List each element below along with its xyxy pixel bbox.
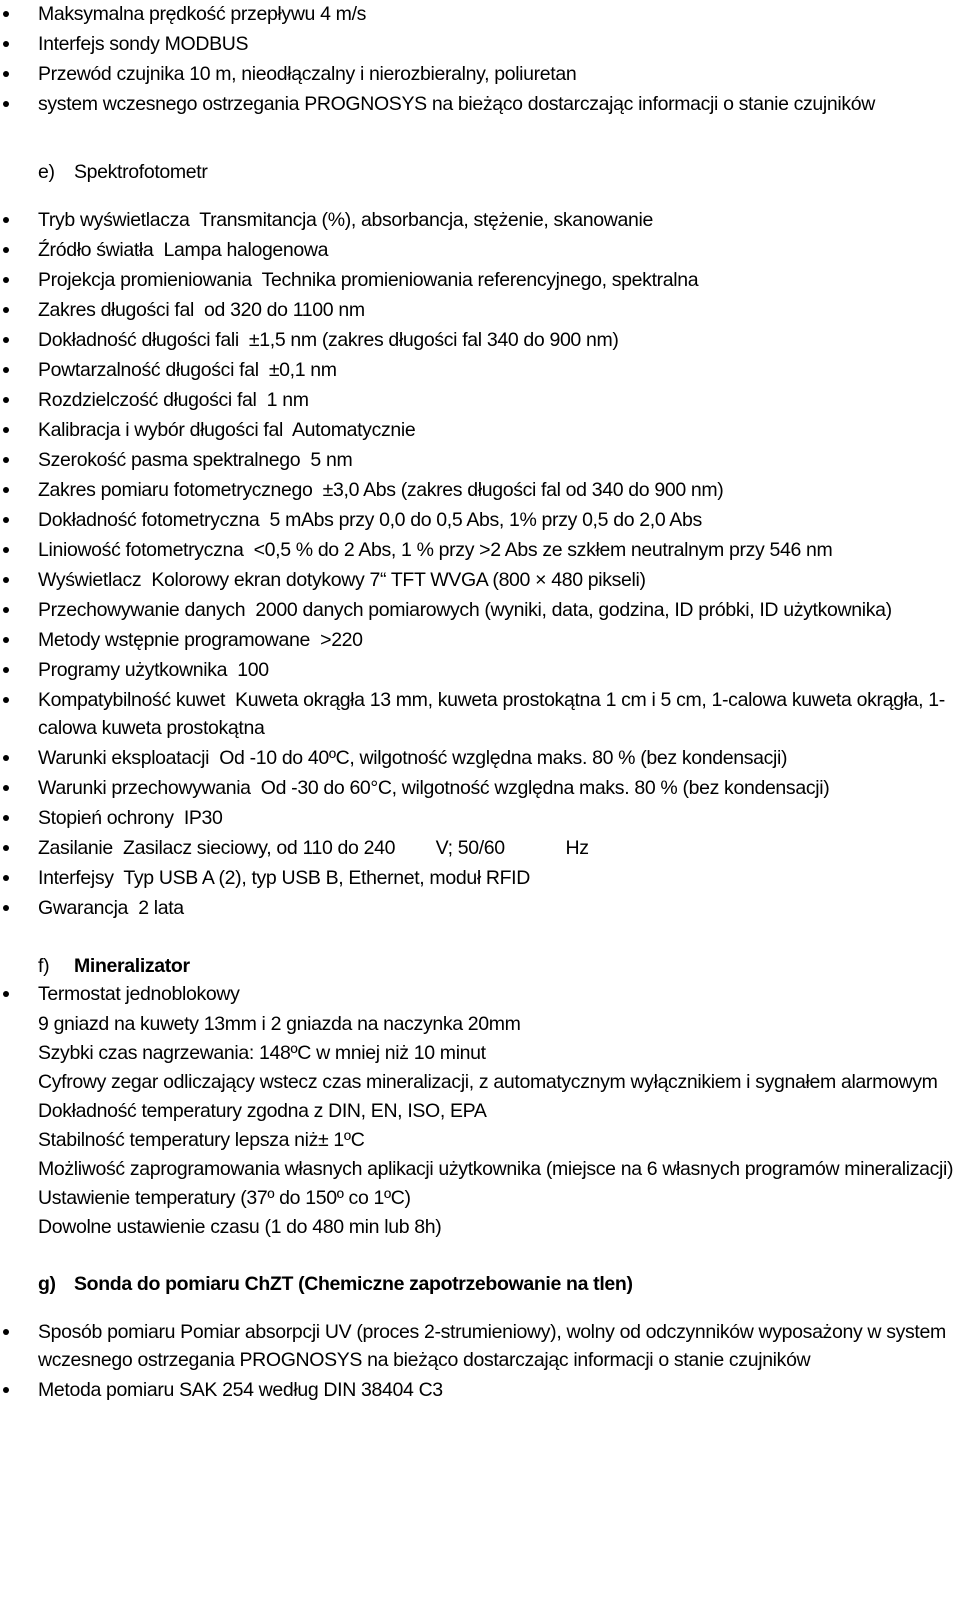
- list-item: Powtarzalność długości fal ±0,1 nm: [0, 356, 960, 384]
- section-g-letter: g): [38, 1273, 56, 1295]
- section-f-heading: [0, 952, 960, 980]
- list-item: Metoda pomiaru SAK 254 według DIN 38404 C3: [0, 1376, 960, 1404]
- list-item: Warunki eksploatacji Od -10 do 40ºC, wilgotność względna maks. 80 % (bez kondensacji): [0, 744, 960, 772]
- section-g-title: Sonda do pomiaru ChZT (Chemiczne zapotrzebowanie na tlen): [74, 1273, 633, 1295]
- section-e-heading: [0, 158, 960, 186]
- section-f-title: Mineralizator: [74, 955, 190, 977]
- spec-line: Dokładność temperatury zgodna z DIN, EN, ISO, EPA: [38, 1100, 487, 1122]
- spec-line: Możliwość zaprogramowania własnych aplikacji użytkownika (miejsce na 6 własnych programów mineralizacji): [38, 1158, 954, 1180]
- list-item: Programy użytkownika 100: [0, 656, 960, 684]
- list-item: Przechowywanie danych 2000 danych pomiarowych (wyniki, data, godzina, ID próbki, ID użytkownika): [0, 596, 960, 624]
- list-item: Zasilanie Zasilacz sieciowy, od 110 do 240 V; 50/60 Hz: [0, 834, 960, 862]
- list-item: Metody wstępnie programowane >220: [0, 626, 960, 654]
- section-e-letter: e): [38, 161, 55, 183]
- spec-line: Stabilność temperatury lepsza niż± 1ºC: [38, 1129, 365, 1151]
- spec-line: Dowolne ustawienie czasu (1 do 480 min lub 8h): [38, 1216, 442, 1238]
- list-item: Tryb wyświetlacza Transmitancja (%), absorbancja, stężenie, skanowanie: [0, 206, 960, 234]
- top-spec-list: [0, 0, 960, 118]
- list-item: Interfejs sondy MODBUS: [0, 30, 960, 58]
- mineralizer-spec-lines: [0, 1010, 960, 1241]
- list-item: Warunki przechowywania Od -30 do 60°C, wilgotność względna maks. 80 % (bez kondensacji): [0, 774, 960, 802]
- list-item: Zakres długości fal od 320 do 1100 nm: [0, 296, 960, 324]
- list-item: Stopień ochrony IP30: [0, 804, 960, 832]
- list-item: system wczesnego ostrzegania PROGNOSYS na bieżąco dostarczając informacji o stanie czujników: [0, 90, 960, 118]
- list-item: Zakres pomiaru fotometrycznego ±3,0 Abs (zakres długości fal od 340 do 900 nm): [0, 476, 960, 504]
- list-item: Przewód czujnika 10 m, nieodłączalny i nierozbieralny, poliuretan: [0, 60, 960, 88]
- section-e-title: Spektrofotometr: [74, 161, 208, 183]
- list-item: Kompatybilność kuwet Kuweta okrągła 13 mm, kuweta prostokątna 1 cm i 5 cm, 1-calowa kuweta okrągła, 1-calowa kuweta prostokątna: [0, 686, 960, 742]
- spec-line: Ustawienie temperatury (37º do 150º co 1ºC): [38, 1187, 411, 1209]
- section-f-letter: f): [38, 955, 50, 977]
- list-item: Rozdzielczość długości fal 1 nm: [0, 386, 960, 414]
- spec-line: Szybki czas nagrzewania: 148ºC w mniej niż 10 minut: [38, 1042, 486, 1064]
- list-item: Dokładność długości fali ±1,5 nm (zakres długości fal 340 do 900 nm): [0, 326, 960, 354]
- list-item: Projekcja promieniowania Technika promieniowania referencyjnego, spektralna: [0, 266, 960, 294]
- section-g-heading: [0, 1270, 960, 1298]
- mineralizer-bullet-list: [0, 980, 960, 1008]
- list-item: Termostat jednoblokowy: [0, 980, 960, 1008]
- list-item: Sposób pomiaru Pomiar absorpcji UV (proces 2-strumieniowy), wolny od odczynników wyposażony w system wczesnego ostrzegania PROGNOSYS na bieżąco dostarczając informacji o stanie czujników: [0, 1318, 960, 1374]
- list-item: Kalibracja i wybór długości fal Automatycznie: [0, 416, 960, 444]
- list-item: Źródło światła Lampa halogenowa: [0, 236, 960, 264]
- list-item: Dokładność fotometryczna 5 mAbs przy 0,0 do 0,5 Abs, 1% przy 0,5 do 2,0 Abs: [0, 506, 960, 534]
- list-item: Szerokość pasma spektralnego 5 nm: [0, 446, 960, 474]
- list-item: Wyświetlacz Kolorowy ekran dotykowy 7“ TFT WVGA (800 × 480 pikseli): [0, 566, 960, 594]
- list-item: Interfejsy Typ USB A (2), typ USB B, Ethernet, moduł RFID: [0, 864, 960, 892]
- spec-line: 9 gniazd na kuwety 13mm i 2 gniazda na naczynka 20mm: [38, 1013, 521, 1035]
- spectrophotometer-spec-list: [0, 206, 960, 922]
- list-item: Gwarancja 2 lata: [0, 894, 960, 922]
- spec-line: Cyfrowy zegar odliczający wstecz czas mineralizacji, z automatycznym wyłącznikiem i sygnałem alarmowym: [38, 1071, 938, 1093]
- cod-probe-spec-list: [0, 1318, 960, 1404]
- list-item: Liniowość fotometryczna <0,5 % do 2 Abs, 1 % przy >2 Abs ze szkłem neutralnym przy 546 nm: [0, 536, 960, 564]
- list-item: Maksymalna prędkość przepływu 4 m/s: [0, 0, 960, 28]
